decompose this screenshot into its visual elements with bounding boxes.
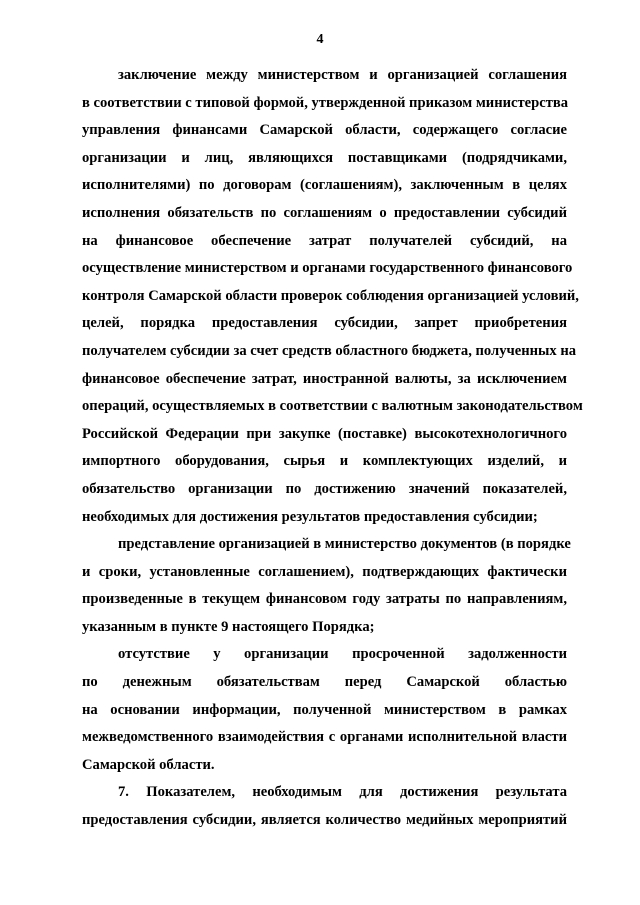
text-line: Самарской области. [82,756,215,773]
text-line: получателем субсидии за счет средств областного бюджета, полученных на [82,342,577,359]
text-line: управления финансами Самарской области, содержащего согласие [82,122,567,139]
page-number: 4 [316,32,324,47]
text-line: и сроки, установленные соглашением), подтверждающих фактически [82,563,567,580]
text-line: исполнения обязательств по соглашениям о предоставлении субсидий [82,204,567,221]
text-line: финансовое обеспечение затрат, иностранной валюты, за исключением [82,370,567,387]
text-line: межведомственного взаимодействия с органами исполнительной власти [82,729,567,746]
paragraph-no-overdue-debt [82,641,567,779]
text-line: исполнителями) по договорам (соглашениям), заключенным в целях [82,177,567,194]
text-line: по денежным обязательствам перед Самарской областью [82,674,567,691]
text-line: отсутствие у организации просроченной задолженности [118,646,567,663]
text-line: на основании информации, полученной министерством в рамках [82,701,567,718]
text-line: 7. Показателем, необходимым для достижения результата [118,784,567,801]
text-line: произведенные в текущем финансовом году затраты по направлениям, [82,591,567,608]
text-line: контроля Самарской области проверок соблюдения организацией условий, [82,287,579,304]
text-line: Российской Федерации при закупке (поставке) высокотехнологичного [82,425,567,442]
text-line: в соответствии с типовой формой, утвержденной приказом министерства [82,94,569,111]
text-line: обязательство организации по достижению значений показателей, [82,480,567,497]
text-line: организации и лиц, являющихся поставщиками (подрядчиками, [82,149,567,166]
text-line: на финансовое обеспечение затрат получателей субсидий, на [82,232,567,249]
text-line: операций, осуществляемых в соответствии с валютным законодательством [82,398,583,415]
text-line: целей, порядка предоставления субсидии, запрет приобретения [82,315,567,332]
paragraph-item-7 [82,779,567,834]
text-line: заключение между министерством и организацией соглашения [118,67,567,83]
document-body [82,62,583,835]
text-line: импортного оборудования, сырья и комплектующих изделий, и [82,453,567,470]
text-line: представление организацией в министерство документов (в порядке [118,536,571,553]
text-line: необходимых для достижения результатов предоставления субсидии; [82,508,538,525]
text-line: указанным в пункте 9 настоящего Порядка; [82,618,375,635]
paragraph-documents-submission [82,531,571,641]
text-line: предоставления субсидии, является количество медийных мероприятий [82,812,567,829]
paragraph-agreement-conditions [82,62,583,531]
text-line: осуществление министерством и органами государственного финансового [82,260,573,277]
